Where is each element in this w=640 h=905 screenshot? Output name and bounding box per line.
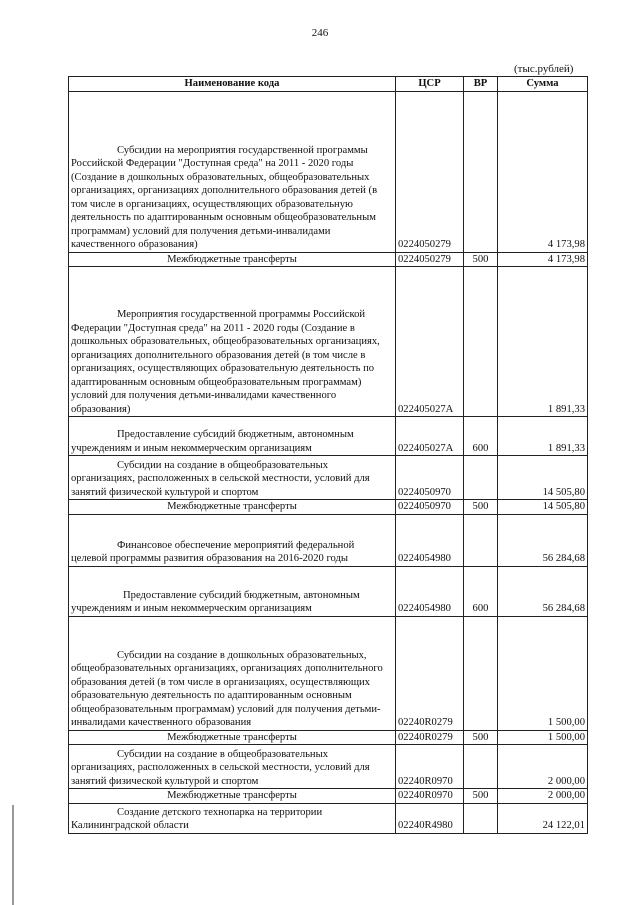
row-vr-cell: 600 [464,417,498,456]
row-vr-cell [464,91,498,252]
row-csr-cell: 02240R0279 [396,730,464,745]
row-name-cell: Субсидии на создание в дошкольных образовательных, общеобразовательных организациях, организациях дополнительного образования детей (в том числе в организациях, осуществляющих образовательную деятельность по адаптированным основным общеобразовательным программам) условий для получения детьми-инвалидами качественного образования [69,616,396,730]
row-name-cell: Финансовое обеспечение мероприятий федеральной целевой программы развития образования на 2016-2020 годы [69,514,396,566]
row-vr-cell: 500 [464,789,498,804]
row-name-cell: Межбюджетные трансферты [69,789,396,804]
table-row [69,730,588,745]
scan-edge-mark [12,805,14,905]
row-csr-cell: 0224054980 [396,566,464,616]
page-number: 246 [311,27,329,39]
row-vr-cell [464,616,498,730]
table-row [69,616,588,730]
row-sum-cell: 1 891,33 [498,417,588,456]
row-csr-cell: 022405027А [396,417,464,456]
row-csr-cell: 02240R0970 [396,745,464,789]
row-name-cell: Субсидии на создание в общеобразовательных организациях, расположенных в сельской местности, условий для занятий физической культурой и спортом [69,456,396,500]
row-csr-cell: 0224050970 [396,456,464,500]
table-row [69,456,588,500]
row-sum-cell: 1 891,33 [498,267,588,417]
row-sum-cell: 24 122,01 [498,803,588,833]
row-vr-cell [464,514,498,566]
table-row [69,789,588,804]
row-vr-cell: 500 [464,500,498,515]
row-name-cell: Мероприятия государственной программы Российской Федерации "Доступная среда" на 2011 - 2020 годы (Создание в дошкольных образовательных, общеобразовательных организациях, организациях дополнительного образования детей (в том числе в организациях, осуществляющих образовательную деятельность по адаптированным основным общеобразовательным программам) условий для получения детьми-инвалидами качественного образования) [69,267,396,417]
row-csr-cell: 022405027А [396,267,464,417]
row-name-cell: Межбюджетные трансферты [69,730,396,745]
budget-table [68,76,588,834]
row-sum-cell: 1 500,00 [498,616,588,730]
row-sum-cell: 1 500,00 [498,730,588,745]
row-vr-cell [464,803,498,833]
row-name-cell: Межбюджетные трансферты [69,500,396,515]
row-vr-cell [464,745,498,789]
table-header-row [69,77,588,92]
table-row [69,417,588,456]
row-csr-cell: 02240R0279 [396,616,464,730]
row-sum-cell: 56 284,68 [498,514,588,566]
table-row [69,566,588,616]
row-name-cell: Межбюджетные трансферты [69,252,396,267]
table-body [69,91,588,833]
row-csr-cell: 02240R0970 [396,789,464,804]
header-vr: ВР [464,77,498,92]
row-csr-cell: 0224054980 [396,514,464,566]
row-sum-cell: 14 505,80 [498,456,588,500]
units-label: (тыс.рублей) [514,63,574,75]
row-vr-cell: 500 [464,730,498,745]
table-row [69,267,588,417]
row-csr-cell: 02240R4980 [396,803,464,833]
header-sum: Сумма [498,77,588,92]
row-sum-cell: 14 505,80 [498,500,588,515]
row-sum-cell: 2 000,00 [498,789,588,804]
row-name-cell: Предоставление субсидий бюджетным, автономным учреждениям и иным некоммерческим организациям [69,566,396,616]
row-name-cell: Создание детского технопарка на территории Калининградской области [69,803,396,833]
row-sum-cell: 4 173,98 [498,252,588,267]
row-sum-cell: 2 000,00 [498,745,588,789]
row-csr-cell: 0224050279 [396,252,464,267]
table-row [69,252,588,267]
table-row [69,745,588,789]
table-row [69,500,588,515]
row-name-cell: Субсидии на создание в общеобразовательных организациях, расположенных в сельской местности, условий для занятий физической культурой и спортом [69,745,396,789]
table-row [69,91,588,252]
row-name-cell: Субсидии на мероприятия государственной программы Российской Федерации "Доступная среда" на 2011 - 2020 годы (Создание в дошкольных образовательных, общеобразовательных организациях, организациях дополнительного образования детей (в том числе в организациях, осуществляющих образовательную деятельность по адаптированным основным общеобразовательным программам) условий для получения детьми-инвалидами качественного образования) [69,91,396,252]
row-vr-cell: 600 [464,566,498,616]
row-csr-cell: 0224050279 [396,91,464,252]
row-vr-cell [464,267,498,417]
row-csr-cell: 0224050970 [396,500,464,515]
header-name: Наименование кода [69,77,396,92]
table-row [69,514,588,566]
row-name-cell: Предоставление субсидий бюджетным, автономным учреждениям и иным некоммерческим организациям [69,417,396,456]
header-csr: ЦСР [396,77,464,92]
row-sum-cell: 56 284,68 [498,566,588,616]
row-sum-cell: 4 173,98 [498,91,588,252]
row-vr-cell [464,456,498,500]
row-vr-cell: 500 [464,252,498,267]
table-row [69,803,588,833]
